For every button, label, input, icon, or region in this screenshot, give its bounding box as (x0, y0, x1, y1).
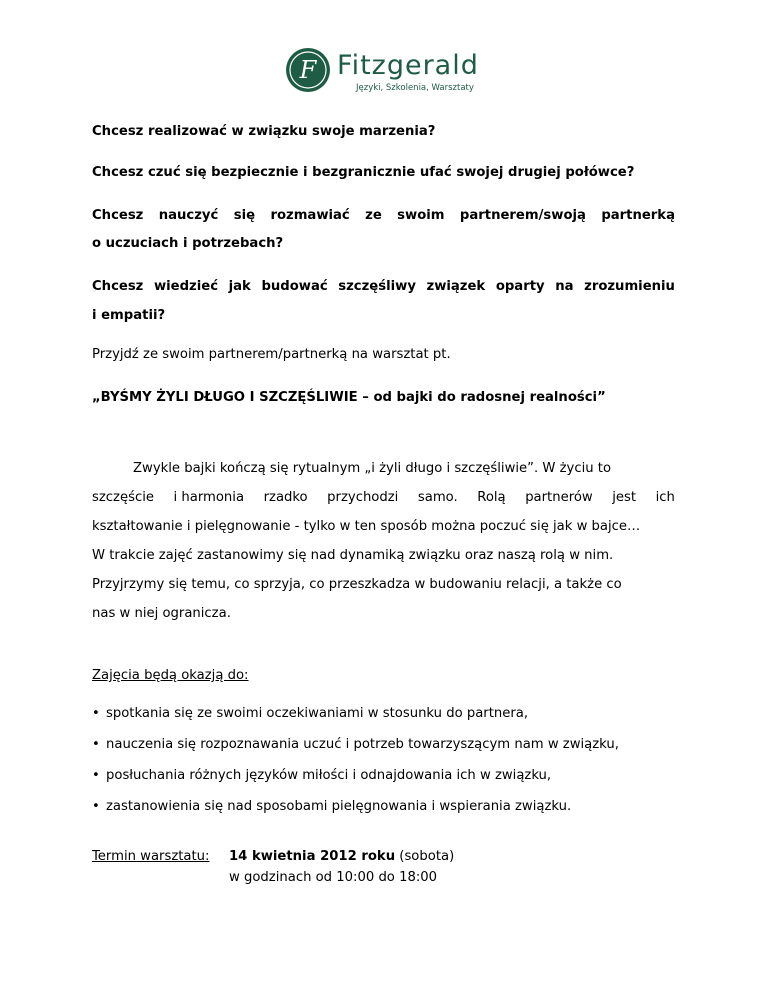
occasions-heading: Zajęcia będą okazją do: (92, 668, 249, 683)
paragraph-line-1: Zwykle bajki kończą się rytualnym „i żyli długo i szczęśliwie”. W życiu to (133, 461, 612, 476)
svg-text:F: F (299, 56, 317, 84)
question-2: Chcesz czuć się bezpiecznie i bezgranicznie ufać swojej drugiej połówce? (92, 165, 635, 180)
list-item: • nauczenia się rozpoznawania uczuć i potrzeb towarzyszącym nam w związku, (92, 737, 619, 752)
bullet-icon: • (92, 799, 100, 814)
logo-name: Fitzgerald (337, 50, 479, 81)
term-hours: w godzinach od 10:00 do 18:00 (229, 870, 438, 885)
list-item: • zastanowienia się nad sposobami pielęgnowania i wspierania związku. (92, 799, 572, 814)
logo-monogram-icon (286, 48, 330, 92)
logo-tagline: Języki, Szkolenia, Warsztaty (356, 83, 474, 93)
paragraph-line-5: Przyjrzymy się temu, co sprzyja, co przeszkadza w budowaniu relacji, a także co (92, 577, 622, 592)
bullet-icon: • (92, 768, 100, 783)
list-item: • posłuchania różnych języków miłości i odnajdowania ich w związku, (92, 768, 552, 783)
term-date: 14 kwietnia 2012 roku (sobota) (229, 849, 455, 864)
question-1: Chcesz realizować w związku swoje marzenia? (92, 124, 436, 139)
question-4-line-1: Chcesz wiedzieć jak budować szczęśliwy związek oparty na zrozumieniu (92, 279, 675, 294)
paragraph-line-3: kształtowanie i pielęgnowanie - tylko w ten sposób można poczuć się jak w bajce… (92, 519, 641, 534)
paragraph-line-2: szczęście i harmonia rzadko przychodzi samo. Rolą partnerów jest ich (92, 490, 675, 505)
fitzgerald-logo (286, 48, 496, 98)
paragraph-line-4: W trakcie zajęć zastanowimy się nad dynamiką związku oraz naszą rolą w nim. (92, 548, 614, 563)
question-3-line-1: Chcesz nauczyć się rozmawiać ze swoim partnerem/swoją partnerką (92, 208, 675, 223)
workshop-title: „BYŚMY ŻYLI DŁUGO I SZCZĘŚLIWIE – od bajki do radosnej realności” (92, 390, 606, 405)
bullet-icon: • (92, 737, 100, 752)
question-3-line-2: o uczuciach i potrzebach? (92, 236, 284, 251)
bullet-icon: • (92, 706, 100, 721)
question-4-line-2: i empatii? (92, 308, 166, 323)
term-label: Termin warsztatu: (92, 849, 210, 864)
list-item: • spotkania się ze swoimi oczekiwaniami w stosunku do partnera, (92, 706, 529, 721)
invite-text: Przyjdź ze swoim partnerem/partnerką na warsztat pt. (92, 347, 451, 362)
paragraph-line-6: nas w niej ogranicza. (92, 606, 231, 621)
